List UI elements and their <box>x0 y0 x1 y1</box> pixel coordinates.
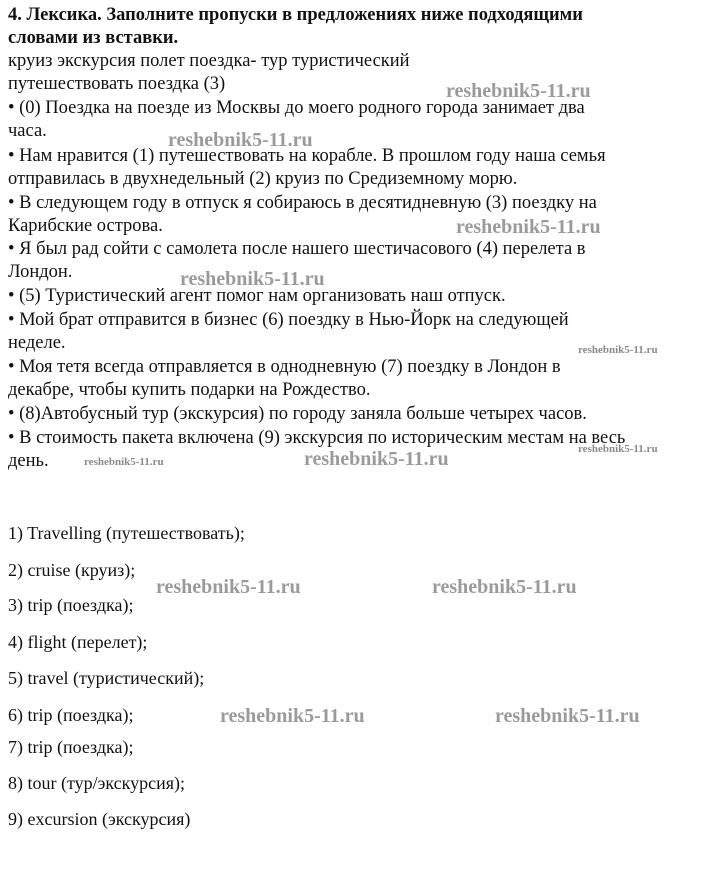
word-bank-line: круиз экскурсия полет поездка- тур туристический <box>8 51 410 71</box>
answer-item: 7) trip (поездка); <box>8 737 134 757</box>
sentence-line: • Мой брат отправится в бизнес (6) поездку в Нью-Йорк на следующей <box>8 310 569 330</box>
sentence-line: • В стоимость пакета включена (9) экскурсия по историческим местам на весь <box>8 428 626 448</box>
watermark: reshebnik5-11.ru <box>456 216 601 238</box>
watermark: reshebnik5-11.ru <box>578 443 658 455</box>
answer-item: 5) travel (туристический); <box>8 668 205 688</box>
sentence-line: неделе. <box>8 333 66 353</box>
watermark: reshebnik5-11.ru <box>156 576 301 598</box>
sentence-line: • Нам нравится (1) путешествовать на корабле. В прошлом году наша семья <box>8 146 606 166</box>
answer-item: 1) Travelling (путешествовать); <box>8 523 245 543</box>
word-bank-line: путешествовать поездка (3) <box>8 74 226 94</box>
answer-item: 6) trip (поездка); <box>8 705 134 725</box>
answer-item: 9) excursion (экскурсия) <box>8 809 191 829</box>
watermark: reshebnik5-11.ru <box>220 705 365 727</box>
answer-item: 3) trip (поездка); <box>8 595 134 615</box>
watermark: reshebnik5-11.ru <box>304 448 449 470</box>
watermark: reshebnik5-11.ru <box>446 80 591 102</box>
answer-item: 8) tour (тур/экскурсия); <box>8 773 186 793</box>
sentence-line: • (8)Автобусный тур (экскурсия) по городу заняла больше четырех часов. <box>8 404 587 424</box>
watermark: reshebnik5-11.ru <box>84 456 164 468</box>
watermark: reshebnik5-11.ru <box>578 344 658 356</box>
watermark: reshebnik5-11.ru <box>432 576 577 598</box>
sentence-line: • Моя тетя всегда отправляется в однодневную (7) поездку в Лондон в <box>8 357 561 377</box>
sentence-line: • В следующем году в отпуск я собираюсь в десятидневную (3) поездку на <box>8 193 597 213</box>
watermark: reshebnik5-11.ru <box>168 129 313 151</box>
sentence-line: Лондон. <box>8 262 73 282</box>
exercise-title <box>8 4 688 50</box>
sentence-line: часа. <box>8 121 47 141</box>
title-line-1: 4. Лексика. Заполните пропуски в предложениях ниже подходящими <box>8 5 583 25</box>
sentence-line: день. <box>8 451 49 471</box>
sentence-line: • (0) Поездка на поезде из Москвы до моего родного города занимает два <box>8 98 585 118</box>
sentence-line: декабре, чтобы купить подарки на Рождество. <box>8 380 371 400</box>
watermark: reshebnik5-11.ru <box>180 268 325 290</box>
sentence-line: отправилась в двухнедельный (2) круиз по Средиземному морю. <box>8 169 518 189</box>
sentence-line: • Я был рад сойти с самолета после нашего шестичасового (4) перелета в <box>8 239 586 259</box>
watermark: reshebnik5-11.ru <box>495 705 640 727</box>
answer-item: 4) flight (перелет); <box>8 632 148 652</box>
title-line-2: словами из вставки. <box>8 28 179 48</box>
sentence-line: Карибские острова. <box>8 216 163 236</box>
answer-item: 2) cruise (круиз); <box>8 560 136 580</box>
sentence-line: • (5) Туристический агент помог нам организовать наш отпуск. <box>8 286 506 306</box>
